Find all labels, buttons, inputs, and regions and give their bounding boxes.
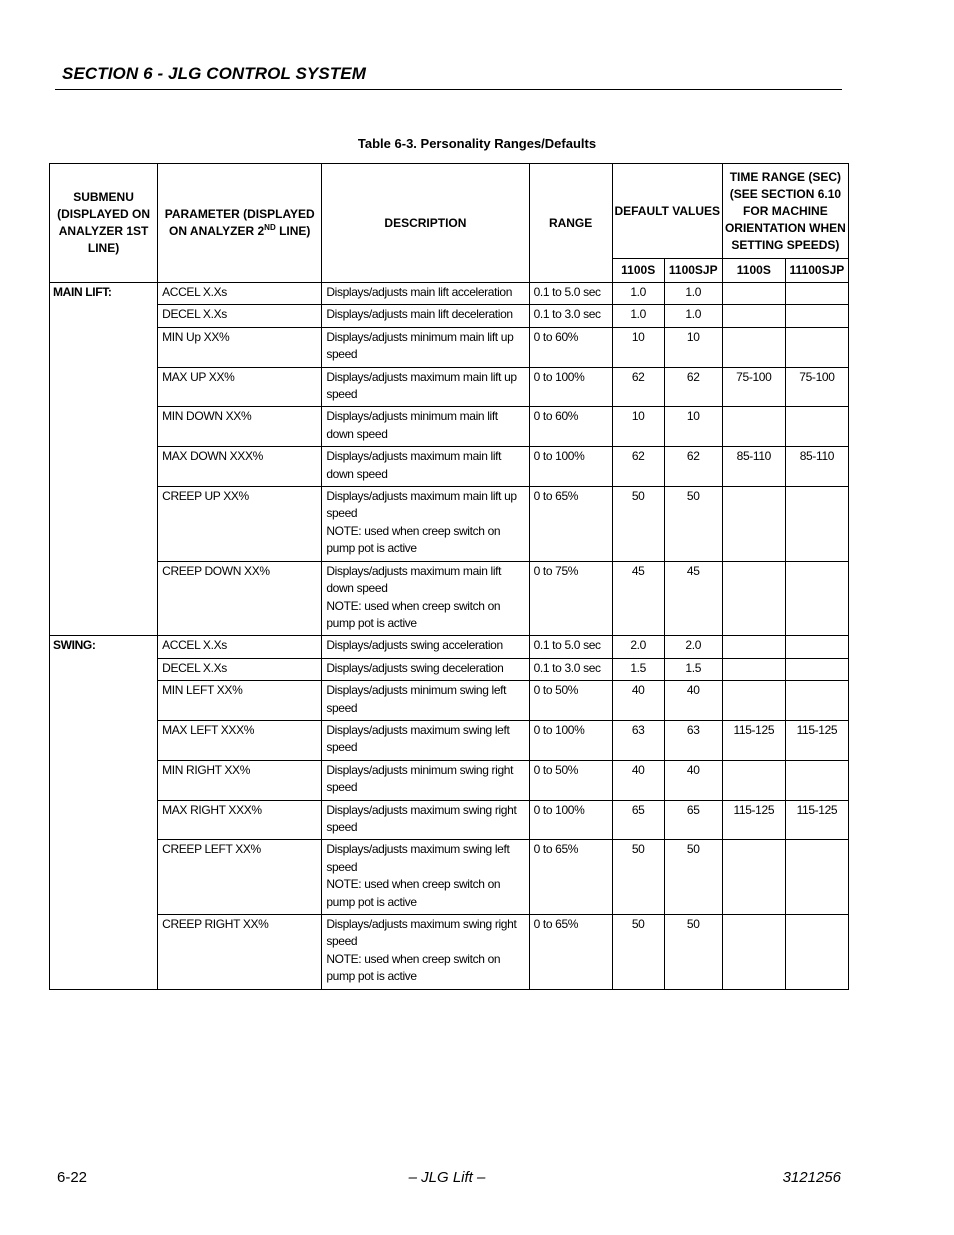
description-cell xyxy=(322,283,529,305)
parameter-cell: MAX LEFT XXX% xyxy=(158,720,322,760)
submenu-spacer xyxy=(50,305,158,327)
submenu-spacer xyxy=(50,327,158,367)
default-1100s-cell: 10 xyxy=(612,407,664,447)
default-1100s-cell: 50 xyxy=(612,487,664,562)
range-cell: 0 to 50% xyxy=(529,760,612,800)
description-cell xyxy=(322,760,529,800)
parameter-cell: MIN DOWN XX% xyxy=(158,407,322,447)
time-1100s-cell xyxy=(722,487,785,562)
time-1100s-cell xyxy=(722,658,785,680)
doc-number: 3121256 xyxy=(782,1169,841,1186)
parameter-cell: MAX UP XX% xyxy=(158,367,322,407)
description-cell xyxy=(322,327,529,367)
table-row xyxy=(50,487,849,562)
parameter-cell: CREEP LEFT XX% xyxy=(158,840,322,915)
default-1100sjp-cell: 50 xyxy=(664,840,722,915)
time-11100sjp-cell xyxy=(785,283,848,305)
parameter-cell: MIN LEFT XX% xyxy=(158,681,322,721)
table-row xyxy=(50,915,849,990)
time-11100sjp-cell: 115-125 xyxy=(785,720,848,760)
range-cell: 0 to 60% xyxy=(529,327,612,367)
parameter-cell: MAX DOWN XXX% xyxy=(158,447,322,487)
default-1100s-cell: 1.5 xyxy=(612,658,664,680)
description-text: Displays/adjusts minimum swing right speed xyxy=(326,762,514,795)
default-1100sjp-cell: 40 xyxy=(664,760,722,800)
parameter-cell: DECEL X.Xs xyxy=(158,305,322,327)
description-cell xyxy=(322,636,529,658)
header-tr-11100sjp: 11100SJP xyxy=(785,259,848,283)
footer-brand: – JLG Lift – xyxy=(408,1169,486,1186)
parameter-cell: CREEP DOWN XX% xyxy=(158,561,322,636)
submenu-label: MAIN LIFT: xyxy=(50,283,158,305)
table-row xyxy=(50,305,849,327)
time-11100sjp-cell xyxy=(785,681,848,721)
time-1100s-cell: 75-100 xyxy=(722,367,785,407)
default-1100sjp-cell: 10 xyxy=(664,327,722,367)
header-time-range: TIME RANGE (SEC) (SEE SECTION 6.10 FOR MACHINE ORIENTATION WHEN SETTING SPEEDS) xyxy=(722,164,848,259)
default-1100s-cell: 45 xyxy=(612,561,664,636)
description-text: Displays/adjusts minimum main lift up speed xyxy=(326,329,514,362)
description-text: Displays/adjusts maximum main lift down speed xyxy=(326,563,502,596)
parameter-cell: CREEP RIGHT XX% xyxy=(158,915,322,990)
default-1100s-cell: 1.0 xyxy=(612,305,664,327)
submenu-spacer xyxy=(50,681,158,721)
description-cell xyxy=(322,305,529,327)
default-1100sjp-cell: 1.0 xyxy=(664,305,722,327)
description-note: NOTE: used when creep switch on pump pot is active xyxy=(326,951,501,984)
time-11100sjp-cell: 85-110 xyxy=(785,447,848,487)
time-11100sjp-cell xyxy=(785,305,848,327)
range-cell: 0.1 to 3.0 sec xyxy=(529,305,612,327)
description-cell xyxy=(322,840,529,915)
range-cell: 0 to 65% xyxy=(529,915,612,990)
time-1100s-cell xyxy=(722,407,785,447)
submenu-spacer xyxy=(50,760,158,800)
time-11100sjp-cell xyxy=(785,327,848,367)
default-1100sjp-cell: 10 xyxy=(664,407,722,447)
default-1100sjp-cell: 62 xyxy=(664,447,722,487)
time-11100sjp-cell xyxy=(785,915,848,990)
parameter-cell: MIN Up XX% xyxy=(158,327,322,367)
default-1100s-cell: 50 xyxy=(612,840,664,915)
time-11100sjp-cell: 75-100 xyxy=(785,367,848,407)
default-1100sjp-cell: 50 xyxy=(664,915,722,990)
default-1100sjp-cell: 50 xyxy=(664,487,722,562)
submenu-spacer xyxy=(50,658,158,680)
submenu-spacer xyxy=(50,561,158,636)
default-1100s-cell: 40 xyxy=(612,681,664,721)
range-cell: 0 to 65% xyxy=(529,840,612,915)
description-cell xyxy=(322,720,529,760)
header-range: RANGE xyxy=(529,164,612,283)
personality-table xyxy=(49,163,849,990)
time-1100s-cell: 85-110 xyxy=(722,447,785,487)
parameter-cell: DECEL X.Xs xyxy=(158,658,322,680)
header-divider xyxy=(55,89,842,90)
description-text: Displays/adjusts swing deceleration xyxy=(326,660,504,675)
time-1100s-cell: 115-125 xyxy=(722,720,785,760)
header-description: DESCRIPTION xyxy=(322,164,529,283)
header-dv-1100s: 1100S xyxy=(612,259,664,283)
range-cell: 0.1 to 5.0 sec xyxy=(529,636,612,658)
default-1100sjp-cell: 40 xyxy=(664,681,722,721)
parameter-cell: MAX RIGHT XXX% xyxy=(158,800,322,840)
range-cell: 0 to 65% xyxy=(529,487,612,562)
submenu-label: SWING: xyxy=(50,636,158,658)
time-11100sjp-cell xyxy=(785,658,848,680)
table-row xyxy=(50,367,849,407)
range-cell: 0 to 100% xyxy=(529,720,612,760)
submenu-spacer xyxy=(50,915,158,990)
header-submenu: SUBMENU (DISPLAYED ON ANALYZER 1ST LINE) xyxy=(50,164,158,283)
description-text: Displays/adjusts maximum swing left speed xyxy=(326,722,510,755)
submenu-spacer xyxy=(50,840,158,915)
table-caption: Table 6-3. Personality Ranges/Defaults xyxy=(357,136,597,151)
default-1100sjp-cell: 1.5 xyxy=(664,658,722,680)
description-cell xyxy=(322,447,529,487)
description-text: Displays/adjusts maximum main lift down speed xyxy=(326,449,502,481)
description-cell xyxy=(322,658,529,680)
table-row xyxy=(50,658,849,680)
submenu-spacer xyxy=(50,407,158,447)
time-1100s-cell xyxy=(722,681,785,721)
range-cell: 0.1 to 3.0 sec xyxy=(529,658,612,680)
description-text: Displays/adjusts main lift acceleration xyxy=(326,285,513,299)
table-row xyxy=(50,760,849,800)
range-cell: 0 to 75% xyxy=(529,561,612,636)
submenu-spacer xyxy=(50,367,158,407)
time-1100s-cell xyxy=(722,561,785,636)
description-cell xyxy=(322,561,529,636)
default-1100sjp-cell: 1.0 xyxy=(664,283,722,305)
default-1100s-cell: 65 xyxy=(612,800,664,840)
description-cell xyxy=(322,407,529,447)
time-1100s-cell xyxy=(722,760,785,800)
description-text: Displays/adjusts maximum swing right speed xyxy=(326,802,517,834)
table-row xyxy=(50,561,849,636)
description-text: Displays/adjusts minimum swing left speed xyxy=(326,683,507,715)
time-11100sjp-cell xyxy=(785,487,848,562)
description-text: Displays/adjusts maximum main lift up speed xyxy=(326,489,517,521)
default-1100sjp-cell: 65 xyxy=(664,800,722,840)
table-row xyxy=(50,720,849,760)
default-1100s-cell: 50 xyxy=(612,915,664,990)
time-1100s-cell: 115-125 xyxy=(722,800,785,840)
table-body xyxy=(50,283,849,990)
description-cell xyxy=(322,800,529,840)
default-1100sjp-cell: 2.0 xyxy=(664,636,722,658)
description-note: NOTE: used when creep switch on pump pot is active xyxy=(326,598,501,630)
description-cell xyxy=(322,915,529,990)
time-1100s-cell xyxy=(722,327,785,367)
submenu-spacer xyxy=(50,447,158,487)
description-text: Displays/adjusts main lift deceleration xyxy=(326,307,513,322)
description-text: Displays/adjusts maximum main lift up speed xyxy=(326,369,517,402)
submenu-spacer xyxy=(50,800,158,840)
range-cell: 0 to 50% xyxy=(529,681,612,721)
default-1100sjp-cell: 62 xyxy=(664,367,722,407)
default-1100sjp-cell: 63 xyxy=(664,720,722,760)
header-default-values: DEFAULT VALUES xyxy=(612,164,722,259)
table-row xyxy=(50,283,849,305)
range-cell: 0 to 100% xyxy=(529,800,612,840)
default-1100s-cell: 10 xyxy=(612,327,664,367)
description-cell xyxy=(322,681,529,721)
time-1100s-cell xyxy=(722,840,785,915)
default-1100s-cell: 63 xyxy=(612,720,664,760)
default-1100s-cell: 62 xyxy=(612,447,664,487)
time-1100s-cell xyxy=(722,915,785,990)
section-title: SECTION 6 - JLG CONTROL SYSTEM xyxy=(62,64,366,83)
submenu-spacer xyxy=(50,487,158,562)
time-11100sjp-cell xyxy=(785,840,848,915)
range-cell: 0 to 100% xyxy=(529,367,612,407)
header-dv-1100sjp: 1100SJP xyxy=(664,259,722,283)
range-cell: 0.1 to 5.0 sec xyxy=(529,283,612,305)
description-note: NOTE: used when creep switch on pump pot is active xyxy=(326,877,501,909)
parameter-cell: ACCEL X.Xs xyxy=(158,636,322,658)
description-text: Displays/adjusts maximum swing left speed xyxy=(326,842,510,874)
description-text: Displays/adjusts minimum main lift down speed xyxy=(326,409,498,441)
time-1100s-cell xyxy=(722,636,785,658)
table-row xyxy=(50,327,849,367)
time-11100sjp-cell xyxy=(785,407,848,447)
header-parameter: PARAMETER (DISPLAYED ON ANALYZER 2ND LINE) xyxy=(158,164,322,283)
submenu-spacer xyxy=(50,720,158,760)
description-text: Displays/adjusts maximum swing right speed xyxy=(326,917,517,949)
table-row xyxy=(50,447,849,487)
time-11100sjp-cell xyxy=(785,760,848,800)
table-row xyxy=(50,681,849,721)
table-row xyxy=(50,800,849,840)
time-1100s-cell xyxy=(722,283,785,305)
range-cell: 0 to 60% xyxy=(529,407,612,447)
description-note: NOTE: used when creep switch on pump pot is active xyxy=(326,523,501,556)
time-11100sjp-cell xyxy=(785,561,848,636)
parameter-cell: ACCEL X.Xs xyxy=(158,283,322,305)
description-cell xyxy=(322,367,529,407)
description-text: Displays/adjusts swing acceleration xyxy=(326,638,503,653)
time-11100sjp-cell: 115-125 xyxy=(785,800,848,840)
parameter-cell: CREEP UP XX% xyxy=(158,487,322,562)
default-1100s-cell: 62 xyxy=(612,367,664,407)
page-number: 6-22 xyxy=(57,1169,88,1186)
default-1100s-cell: 2.0 xyxy=(612,636,664,658)
default-1100sjp-cell: 45 xyxy=(664,561,722,636)
description-cell xyxy=(322,487,529,562)
header-tr-1100s: 1100S xyxy=(722,259,785,283)
range-cell: 0 to 100% xyxy=(529,447,612,487)
table-row xyxy=(50,407,849,447)
default-1100s-cell: 40 xyxy=(612,760,664,800)
time-1100s-cell xyxy=(722,305,785,327)
time-11100sjp-cell xyxy=(785,636,848,658)
parameter-cell: MIN RIGHT XX% xyxy=(158,760,322,800)
table-row xyxy=(50,636,849,658)
table-row xyxy=(50,840,849,915)
default-1100s-cell: 1.0 xyxy=(612,283,664,305)
